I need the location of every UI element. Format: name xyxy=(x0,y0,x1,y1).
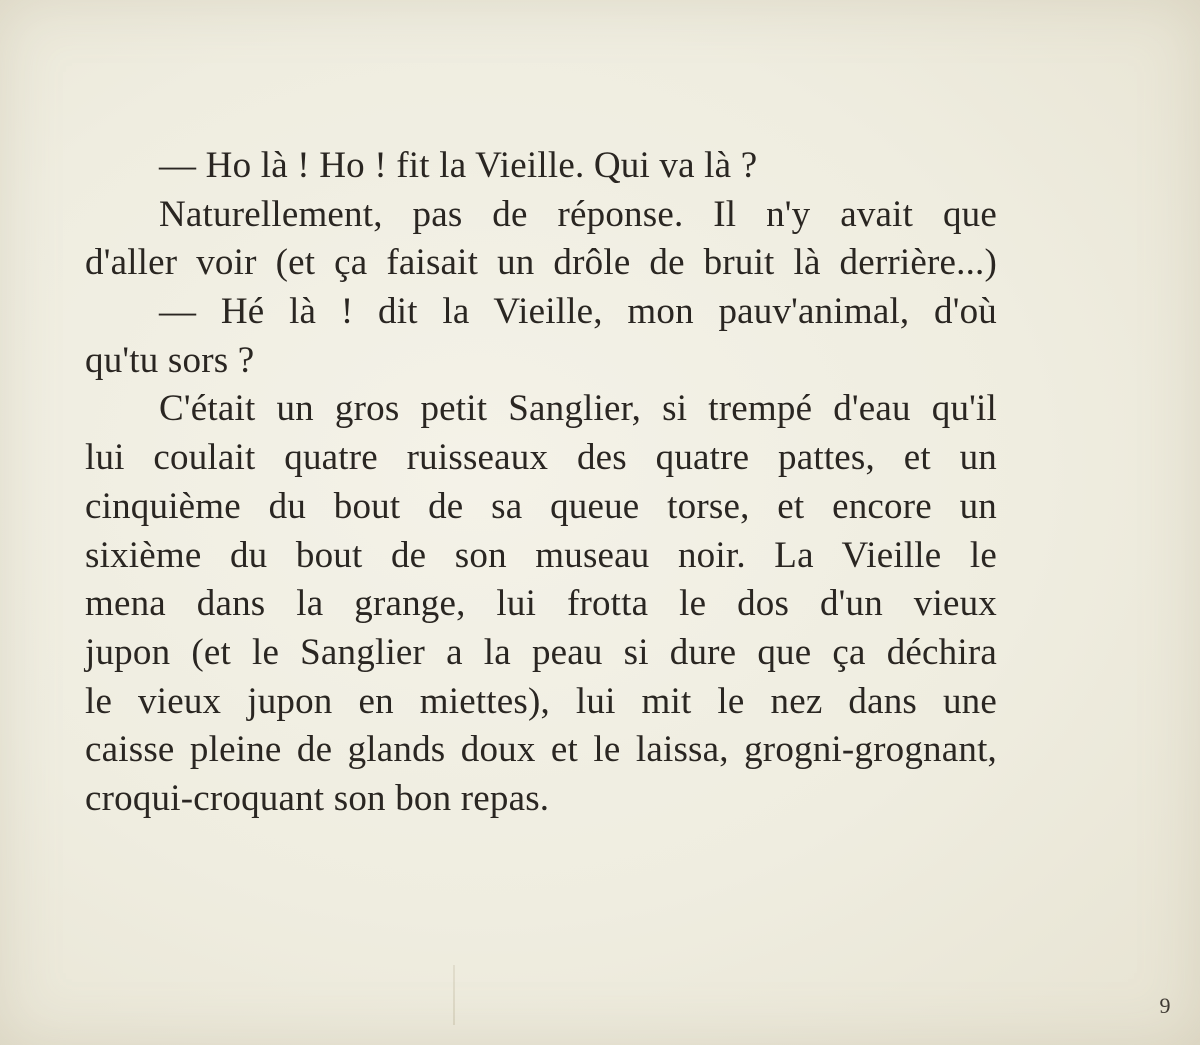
text-line: le vieux jupon en miettes), lui mit le nez dans une xyxy=(85,680,997,722)
paper-crease xyxy=(453,965,455,1025)
text-line: C'était un gros petit Sanglier, si trempé d'eau qu'il xyxy=(159,388,997,430)
page-number: 9 xyxy=(1159,993,1171,1018)
text-line: jupon (et le Sanglier a la peau si dure que ça déchira xyxy=(85,631,997,673)
story-text xyxy=(85,142,997,824)
text-line: sixième du bout de son museau noir. La Vieille le xyxy=(85,534,997,576)
text-line: Naturellement, pas de réponse. Il n'y avait que xyxy=(159,193,997,235)
text-line: caisse pleine de glands doux et le laissa, grogni-grognant, xyxy=(85,729,997,771)
text-line: mena dans la grange, lui frotta le dos d'un vieux xyxy=(85,583,997,625)
text-line: — Ho là ! Ho ! fit la Vieille. Qui va là ? xyxy=(159,145,758,186)
text-line: — Hé là ! dit la Vieille, mon pauv'animal, d'où xyxy=(159,291,997,333)
text-line: croqui-croquant son bon repas. xyxy=(85,777,550,819)
text-line: qu'tu sors ? xyxy=(85,339,255,381)
text-line: lui coulait quatre ruisseaux des quatre pattes, et un xyxy=(85,437,997,479)
text-line: d'aller voir (et ça faisait un drôle de bruit là derrière...) xyxy=(85,242,997,284)
text-line: cinquième du bout de sa queue torse, et encore un xyxy=(85,485,997,527)
